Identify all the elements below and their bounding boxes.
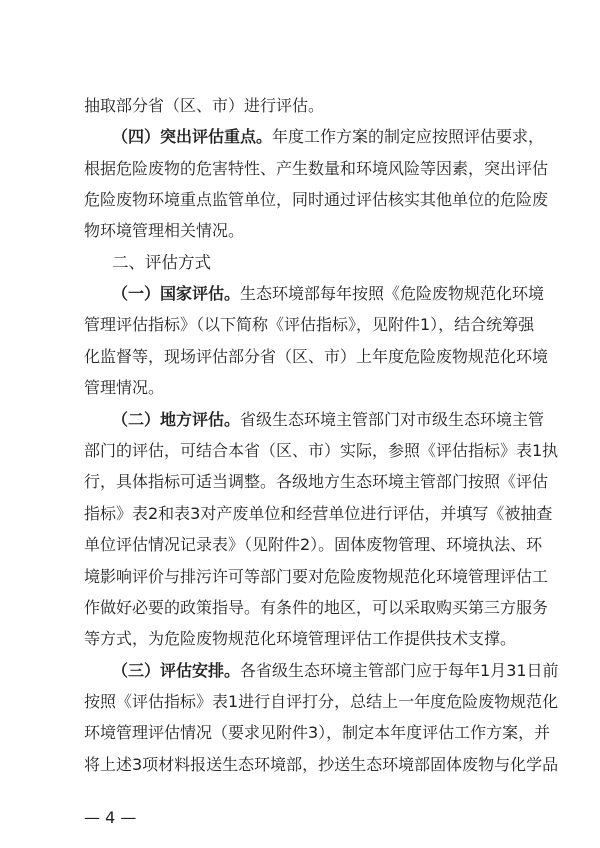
- line-text: 年度工作方案的制定应按照评估要求，: [272, 127, 545, 146]
- line-text: 各省级生态环境主管部门应于每年1月31日前: [240, 661, 559, 680]
- section-heading: （四）突出评估重点。: [112, 127, 273, 146]
- page-number: — 4 —: [84, 808, 137, 827]
- section-heading: （一）国家评估。: [112, 284, 241, 303]
- line-text: 作做好必要的政策指导。有条件的地区，可以采取购买第三方服务: [84, 598, 549, 617]
- line-text: 根据危险废物的危害特性、产生数量和环境风险等因素，突出评估: [84, 159, 549, 178]
- section-heading: （三）评估安排。: [112, 661, 241, 680]
- section-heading: （二）地方评估。: [112, 410, 241, 429]
- text-line: [84, 184, 549, 216]
- text-line: [84, 153, 549, 185]
- text-line: [84, 90, 524, 122]
- text-line: [84, 561, 549, 593]
- line-text: 单位评估情况记录表》（见附件2）。固体废物管理、环境执法、环: [84, 535, 543, 554]
- line-text: 部门的评估，可结合本省（区、市）实际，参照《评估指标》表1执: [84, 441, 559, 460]
- text-line: [84, 529, 543, 561]
- line-text: 境影响评价与排污许可等部门要对危险废物规范化环境管理评估工: [84, 567, 549, 586]
- text-line: [84, 466, 549, 498]
- text-line: [84, 749, 559, 781]
- line-text: 物环境管理相关情况。: [84, 221, 245, 240]
- text-line: [84, 623, 524, 655]
- text-line: [84, 498, 553, 530]
- text-line: [112, 121, 552, 153]
- line-text: 生态环境部每年按照《危险废物规范化环境: [240, 284, 545, 303]
- line-text: 管理评估指标》（以下简称《评估指标》，见附件1），结合统筹强: [84, 315, 535, 334]
- text-line: [84, 341, 549, 373]
- text-line: [112, 278, 552, 310]
- line-text: 化监督等，现场评估部分省（区、市）上年度危险废物规范化环境: [84, 347, 549, 366]
- text-line: [84, 686, 559, 718]
- text-line: [84, 717, 551, 749]
- line-text: 等方式，为危险废物规范化环境管理评估工作提供技术支撑。: [84, 629, 517, 648]
- line-text: 环境管理评估情况（要求见附件3），制定本年度评估工作方案，并: [84, 723, 551, 742]
- line-text: 抽取部分省（区、市）进行评估。: [84, 96, 325, 115]
- text-line: [84, 435, 559, 467]
- text-line: [112, 404, 552, 436]
- text-line: [112, 655, 559, 687]
- line-text: 行，具体指标可适当调整。各级地方生态环境主管部门按照《评估: [84, 472, 549, 491]
- text-line: [84, 592, 549, 624]
- line-text: 将上述3项材料报送生态环境部，抄送生态环境部固体废物与化学品: [84, 755, 559, 774]
- text-line: [84, 309, 535, 341]
- line-text: 指标》表2和表3对产废单位和经营单位进行评估，并填写《被抽查: [84, 504, 553, 523]
- line-text: 省级生态环境主管部门对市级生态环境主管: [240, 410, 545, 429]
- line-text: 按照《评估指标》表1进行自评打分，总结上一年度危险废物规范化: [84, 692, 559, 711]
- text-line: [84, 372, 524, 404]
- section-title-text: 二、评估方式: [112, 253, 211, 272]
- line-text: 管理情况。: [84, 378, 165, 397]
- text-line: [84, 215, 524, 247]
- section-title: [112, 247, 552, 279]
- line-text: 危险废物环境重点监管单位，同时通过评估核实其他单位的危险废: [84, 190, 549, 209]
